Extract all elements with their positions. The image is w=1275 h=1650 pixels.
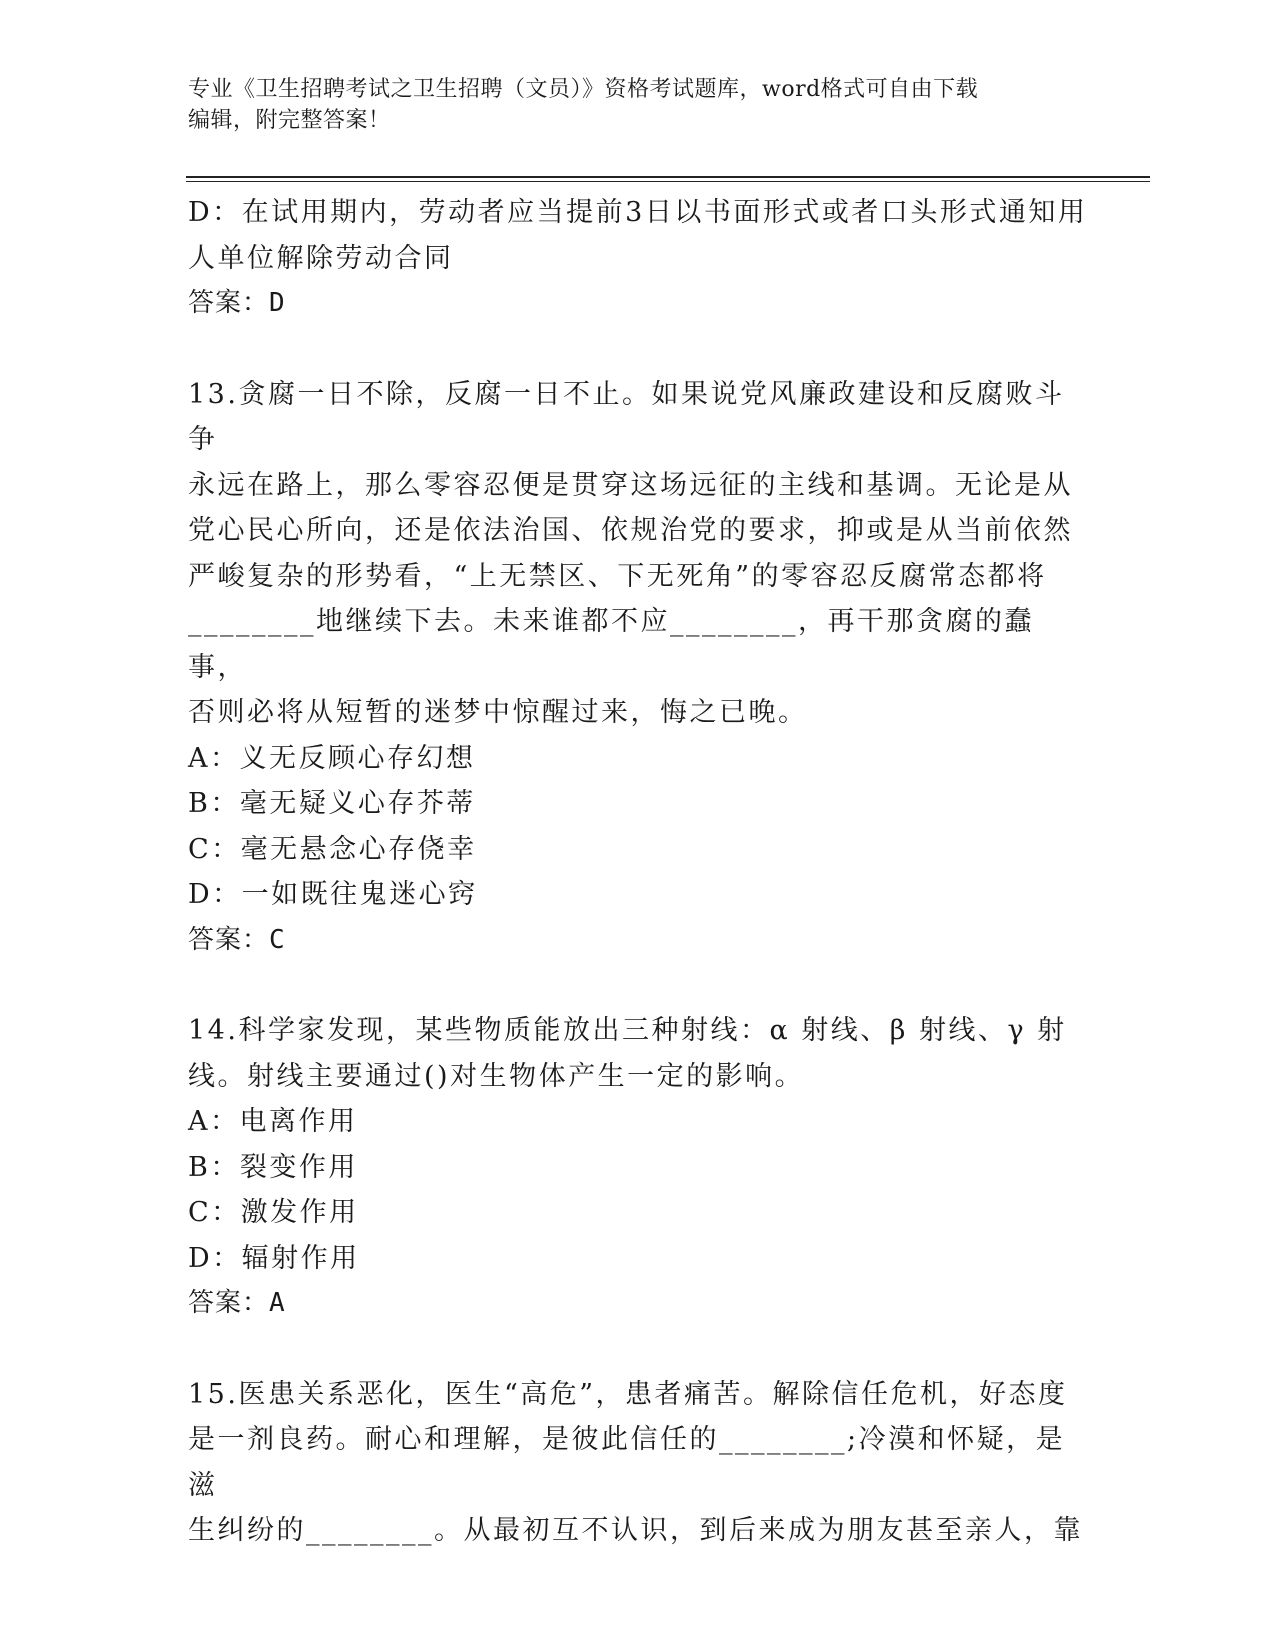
q13-answer — [188, 918, 1088, 964]
q15-stem-line: 生纠纷的________。从最初互不认识，到后来成为朋友甚至亲人，靠 — [188, 1515, 1083, 1546]
question-12-tail — [188, 190, 1088, 327]
question-15 — [188, 1372, 1088, 1554]
q13-option-c: C：毫无悬念心存侥幸 — [188, 833, 477, 865]
spacer — [188, 963, 1088, 1008]
header-line-2: 编辑，附完整答案！ — [188, 108, 391, 133]
answer-label: 答案： — [188, 1288, 270, 1318]
spacer — [188, 1327, 1088, 1372]
answer-value: D — [269, 288, 286, 318]
q14-stem-line: 线。射线主要通过()对生物体产生一定的影响。 — [188, 1060, 805, 1092]
q12-answer — [188, 281, 1088, 327]
question-14 — [188, 1008, 1088, 1327]
answer-label: 答案： — [188, 288, 270, 318]
answer-value: C — [269, 924, 286, 955]
q13-option-d: D：一如既往鬼迷心窍 — [188, 879, 478, 910]
q15-stem-line: 15.医患关系恶化，医生“高危”，患者痛苦。解除信任危机，好态度 — [188, 1378, 1068, 1410]
q13-option-a: A：义无反顾心存幻想 — [188, 742, 476, 774]
q14-option-d: D：辐射作用 — [188, 1242, 360, 1274]
q14-option-c: C：激发作用 — [188, 1197, 359, 1228]
q14-option-a: A：电离作用 — [188, 1106, 358, 1137]
q15-stem-line: 是一剂良药。耐心和理解，是彼此信任的________;冷漠和怀疑，是滋 — [188, 1424, 1066, 1501]
spacer — [188, 327, 1088, 372]
q13-stem-line: ________地继续下去。未来谁都不应________，再干那贪腐的蠢事， — [188, 606, 1034, 683]
q13-option-b: B：毫无疑义心存芥蒂 — [188, 788, 476, 819]
q14-stem-line: 14.科学家发现，某些物质能放出三种射线：α 射线、β 射线、γ 射 — [188, 1015, 1067, 1046]
q13-stem-line: 永远在路上，那么零容忍便是贯穿这场远征的主线和基调。无论是从 — [188, 469, 1073, 501]
q13-stem-line: 否则必将从短暂的迷梦中惊醒过来，悔之已晚。 — [188, 697, 808, 728]
q14-option-b: B：裂变作用 — [188, 1151, 358, 1183]
question-content — [188, 190, 1088, 1554]
header-line-1: 专业《卫生招聘考试之卫生招聘（文员）》资格考试题库，word格式可自由下载 — [188, 77, 979, 102]
q13-stem-line: 13.贪腐一日不除，反腐一日不止。如果说党风廉政建设和反腐败斗争 — [188, 378, 1065, 455]
document-header — [188, 74, 1068, 136]
q13-stem-line: 严峻复杂的形势看，“上无禁区、下无死角”的零容忍反腐常态都将 — [188, 560, 1047, 592]
answer-value: A — [269, 1288, 286, 1318]
question-13 — [188, 372, 1088, 964]
answer-label: 答案： — [188, 924, 270, 955]
q13-stem-line: 党心民心所向，还是依法治国、依规治党的要求，抑或是从当前依然 — [188, 515, 1073, 546]
header-divider-thick — [186, 176, 1150, 178]
q14-answer — [188, 1281, 1088, 1327]
header-divider-thin — [186, 181, 1150, 182]
q12-option-d-line-2: 人单位解除劳动合同 — [188, 242, 454, 274]
q12-option-d-line-1: D：在试用期内，劳动者应当提前3日以书面形式或者口头形式通知用 — [188, 197, 1088, 228]
